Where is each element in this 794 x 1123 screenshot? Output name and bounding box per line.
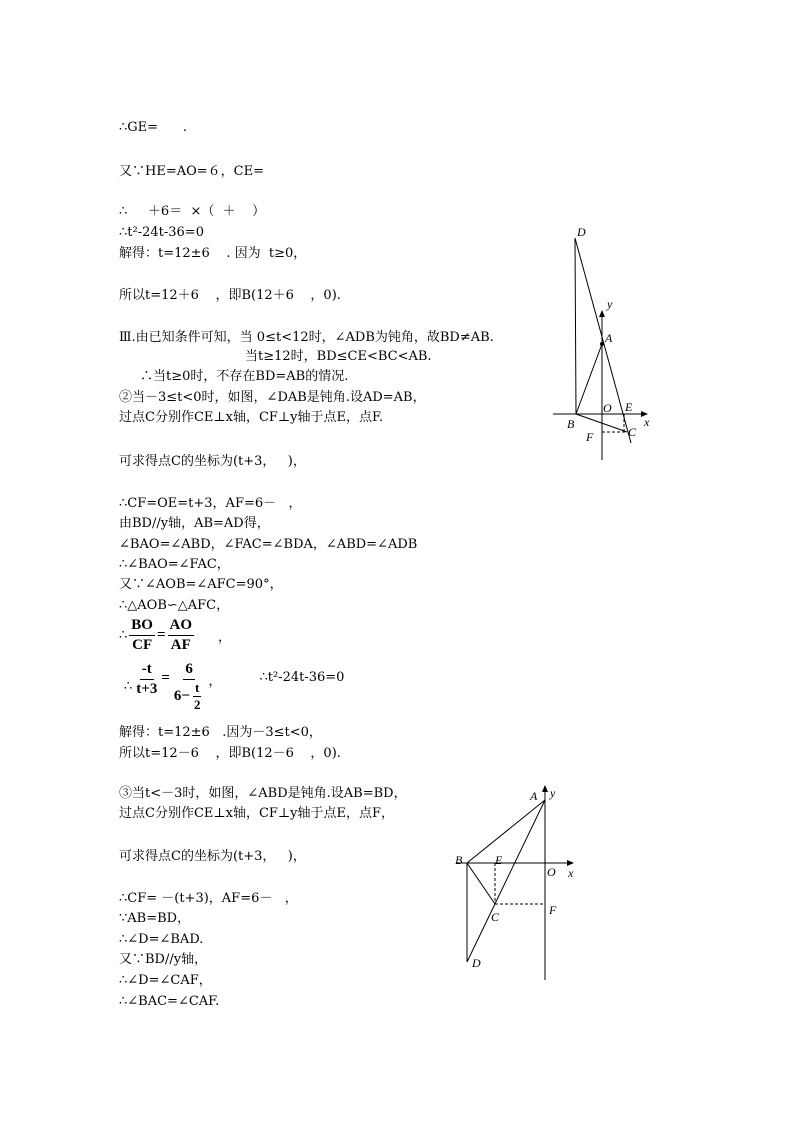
text-line: ∴△AOB∽△AFC， — [119, 598, 230, 613]
text-line: ∴t²-24t-36=0 — [119, 225, 204, 240]
text-line: ∵AB=BD， — [119, 911, 191, 926]
label-a: A — [530, 789, 538, 803]
text-line: 由BD//y轴，AB=AD得， — [119, 516, 270, 531]
label-x: x — [644, 415, 650, 429]
text-line: ∴ ＋6＝ ×（ ＋ ） — [119, 204, 266, 219]
segment-bd — [575, 238, 576, 414]
denominator: 2 — [193, 697, 201, 712]
equals-sign: = — [161, 670, 170, 686]
denominator-term: 6− — [173, 688, 190, 704]
text-line: ∴∠BAO=∠FAC， — [119, 557, 230, 572]
numerator: BO — [129, 616, 155, 636]
text-line: ∴CF=OE=t+3，AF=6－ ， — [119, 496, 302, 511]
label-b: B — [567, 417, 575, 431]
text-line: 解得：t=12±6 .因为－3≤t<0， — [119, 725, 322, 740]
text-line: ③当t<－3时，如图，∠ABD是钝角.设AB=BD， — [119, 786, 407, 801]
equation-result: ∴t²-24t-36=0 — [259, 670, 345, 685]
figure-2 — [457, 786, 573, 980]
label-o: O — [603, 401, 612, 415]
label-y: y — [607, 297, 613, 311]
comma: ， — [208, 674, 222, 689]
label-b: B — [455, 853, 463, 867]
text-line: 过点C分别作CE⊥x轴，CF⊥y轴于点E，点F， — [119, 806, 394, 821]
figure-1-labels — [567, 225, 650, 444]
label-f: F — [586, 430, 594, 444]
label-a: A — [605, 331, 613, 345]
text-line: 解得：t=12±6 . 因为 t≥0， — [119, 246, 307, 261]
text-line: 当t≥12时，BD≤CE<BC<AB. — [245, 349, 432, 364]
text-line: ∴∠BAC=∠CAF. — [119, 994, 220, 1009]
text-line: ②当－3≤t<0时，如图，∠DAB是钝角.设AD=AB， — [119, 390, 426, 405]
text-line: 又∵HE=AO=６，CE= — [119, 164, 264, 179]
text-line: 过点C分别作CE⊥x轴，CF⊥y轴于点E，点F. — [119, 410, 384, 425]
label-d: D — [577, 225, 586, 239]
denominator: AF — [170, 637, 191, 653]
label-e: E — [625, 400, 633, 414]
denominator: t+3 — [136, 681, 158, 697]
numerator: -t — [140, 660, 154, 680]
therefore-symbol: ∴ — [119, 628, 128, 643]
label-y: y — [550, 786, 556, 800]
label-f: F — [549, 903, 557, 917]
segment-bc — [467, 863, 495, 904]
text-line: ∴当t≥0时，不存在BD=AB的情况. — [140, 369, 349, 384]
numerator: t — [195, 680, 200, 695]
text-line: ∠BAO=∠ABD，∠FAC=∠BDA，∠ABD=∠ADB — [119, 537, 418, 552]
label-x: x — [568, 866, 574, 880]
equals-sign: = — [156, 627, 166, 643]
segment-ba — [576, 344, 602, 414]
numerator: 6 — [183, 660, 195, 680]
therefore-symbol: ∴ — [124, 679, 133, 694]
comma: ， — [218, 630, 232, 645]
denominator: CF — [132, 637, 153, 653]
text-line: 又∵BD//y轴， — [119, 952, 208, 967]
label-d: D — [472, 956, 481, 970]
point-a — [601, 343, 604, 346]
text-line: ∴CF= －(t+3)，AF=6－ ， — [119, 891, 298, 906]
text-line: 又∵∠AOB=∠AFC=90°， — [119, 577, 283, 592]
text-line: ∴GE= . — [119, 120, 187, 135]
text-line: 可求得点C的坐标为(t+3， )， — [119, 849, 306, 864]
figure-2-labels — [455, 786, 574, 970]
text-line: ∴∠D=∠BAD. — [119, 932, 204, 947]
segment-ba — [467, 800, 545, 863]
text-line: Ⅲ.由已知条件可知，当 0≤t<12时，∠ADB为钝角，故BD≠AB. — [119, 330, 494, 345]
label-o: O — [547, 865, 556, 879]
label-c: C — [491, 910, 500, 924]
text-line: ∴∠D=∠CAF， — [119, 973, 212, 988]
label-c: C — [628, 425, 637, 439]
text-line: 可求得点C的坐标为(t+3， )， — [119, 454, 306, 469]
numerator: AO — [168, 616, 195, 636]
text-line: 所以t=12－6 ，即B(12－6 ，0). — [119, 746, 341, 761]
label-e: E — [495, 853, 503, 867]
text-line: 所以t=12＋6 ，即B(12＋6 ，0). — [119, 288, 341, 303]
